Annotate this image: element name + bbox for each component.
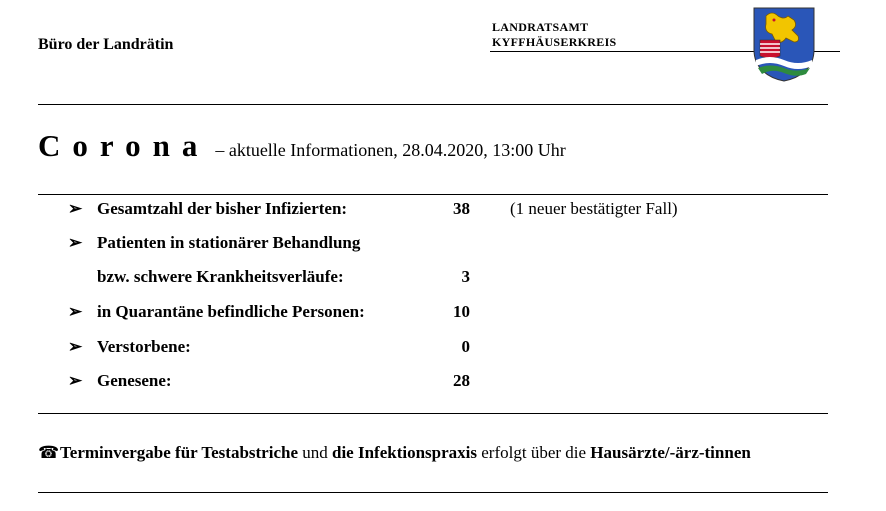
headline: [38, 128, 566, 164]
footer-text-bold-2: die Infektionspraxis: [332, 443, 477, 462]
stat-label: Verstorbene:: [97, 337, 191, 356]
stat-label-cont: bzw. schwere Krankheitsverläufe:: [97, 267, 344, 286]
stat-value: 3: [461, 267, 470, 286]
footer-notice: [38, 436, 828, 470]
stat-value: 28: [453, 371, 470, 390]
footer-text-bold-1: Terminvergabe für Testabstriche: [60, 443, 298, 462]
stat-label: in Quarantäne befindliche Personen:: [97, 302, 365, 321]
stat-label: Gesamtzahl der bisher Infizierten:: [97, 199, 348, 218]
stat-value: 0: [461, 337, 470, 356]
footer-text-bold-3: Hausärzte/-ärz-tinnen: [590, 443, 751, 462]
bullet-arrow-icon: ➢: [68, 199, 83, 218]
footer-text-1: und: [298, 443, 332, 462]
bullet-arrow-icon: ➢: [68, 233, 83, 252]
bullet-arrow-icon: ➢: [68, 302, 83, 321]
office-name: Büro der Landrätin: [38, 36, 174, 53]
stats-top-divider: [38, 194, 828, 195]
authority-line-1: LANDRATSAMT: [492, 20, 589, 34]
bullet-arrow-icon: ➢: [68, 337, 83, 356]
headline-subtitle: – aktuelle Informationen, 28.04.2020, 13:00 Uhr: [215, 140, 566, 160]
coat-of-arms-logo: [752, 6, 816, 82]
authority-name: [492, 20, 617, 50]
phone-icon: ☎: [38, 443, 60, 462]
headline-title: Corona: [38, 128, 210, 163]
stat-value: 38: [453, 199, 470, 218]
bullet-arrow-icon: ➢: [68, 371, 83, 390]
stat-label: Patienten in stationärer Behandlung: [97, 233, 361, 252]
header-divider: [38, 104, 828, 105]
stats-bottom-divider: [38, 413, 828, 414]
authority-line-2: KYFFHÄUSERKREIS: [492, 35, 617, 49]
stat-note: (1 neuer bestätigter Fall): [510, 199, 678, 218]
stat-label: Genesene:: [97, 371, 172, 390]
footer-text-2: erfolgt über die: [477, 443, 591, 462]
stat-value: 10: [453, 302, 470, 321]
footer-divider: [38, 492, 828, 493]
